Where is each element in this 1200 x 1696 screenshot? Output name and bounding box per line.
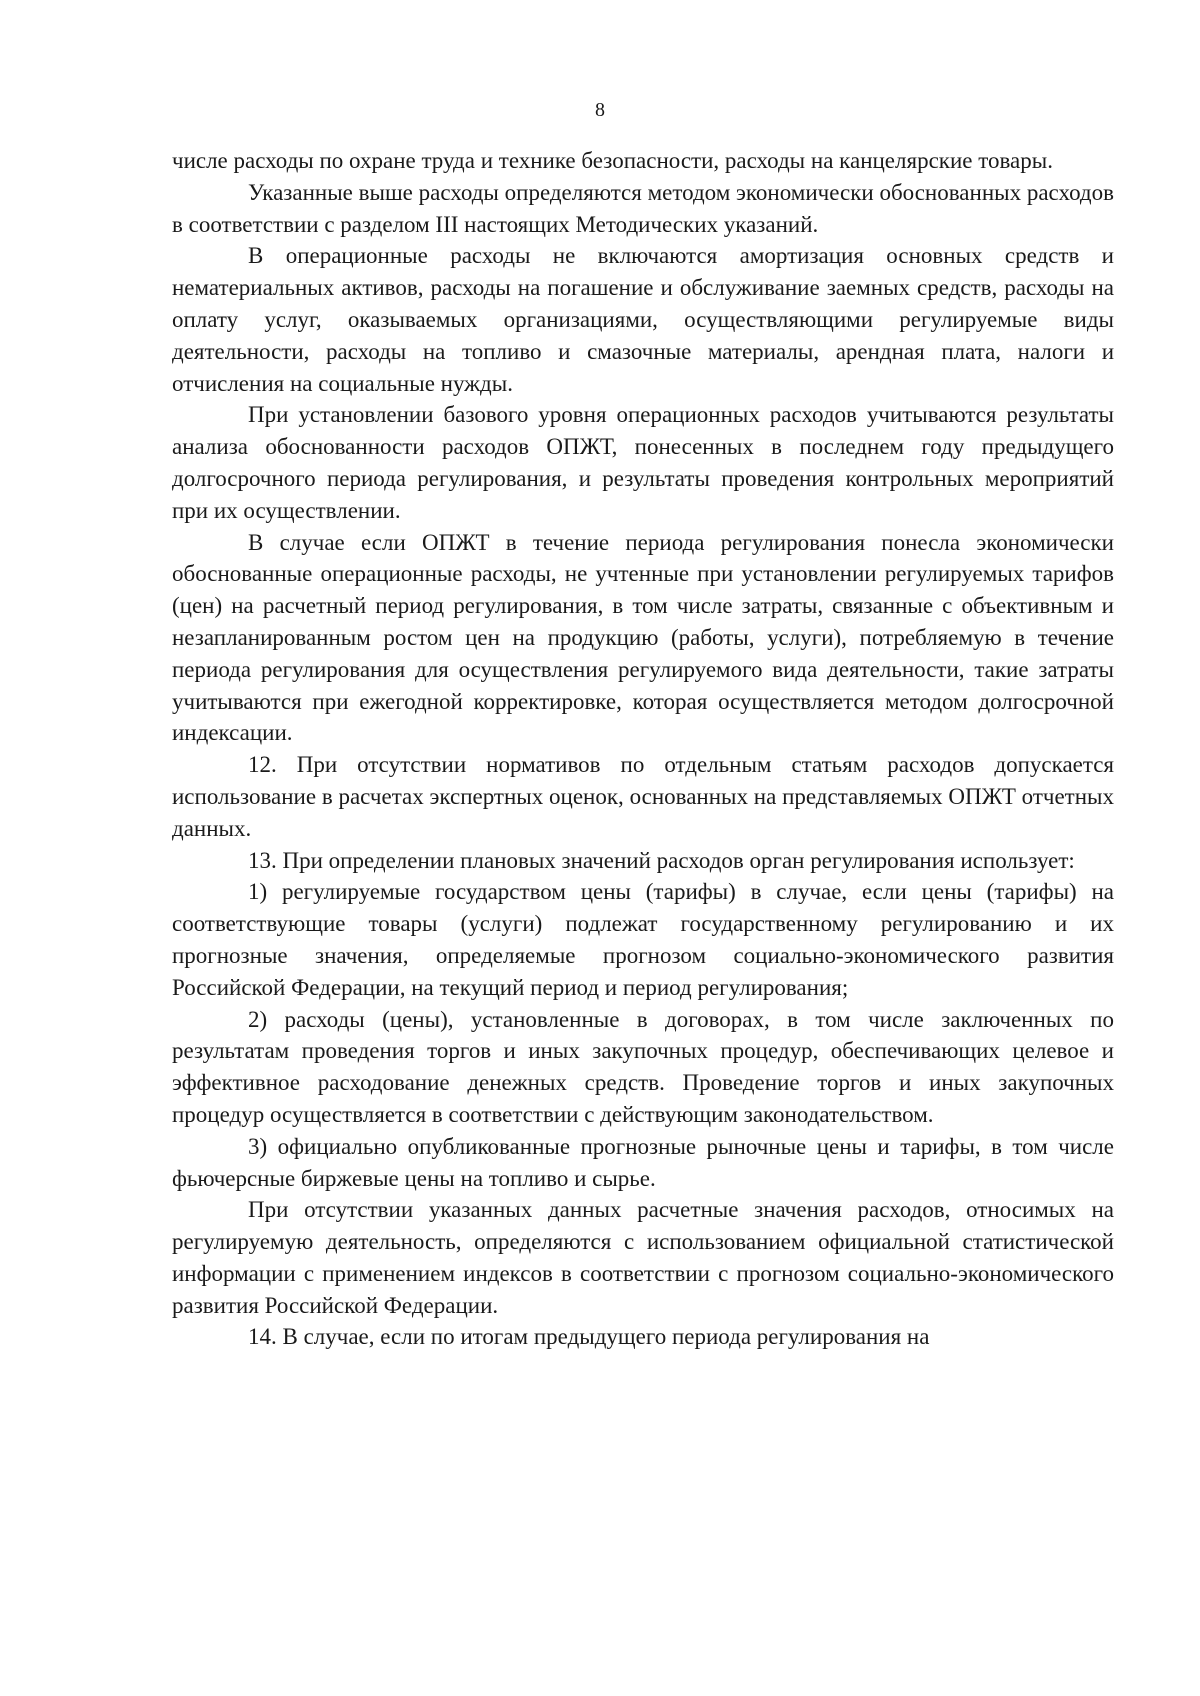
paragraph-item-12: 12. При отсутствии нормативов по отдельным статьям расходов допускается использование в расчетах экспертных оценок, основанных на представляемых ОПЖТ отчетных данных. xyxy=(172,752,1114,841)
paragraph: При отсутствии указанных данных расчетные значения расходов, относимых на регулируемую деятельность, определяются с использованием официальной статистической информации с применением индексов в соответствии с прогнозом социально-экономического развития Российской Федерации. xyxy=(172,1197,1114,1318)
paragraph: При установлении базового уровня операционных расходов учитываются результаты анализа обоснованности расходов ОПЖТ, понесенных в последнем году предыдущего долгосрочного периода регулирования, и результаты проведения контрольных мероприятий при их осуществлении. xyxy=(172,402,1114,523)
paragraph-subitem-3: 3) официально опубликованные прогнозные рыночные цены и тарифы, в том числе фьючерсные биржевые цены на топливо и сырье. xyxy=(172,1133,1114,1191)
paragraph-subitem-1: 1) регулируемые государством цены (тарифы) в случае, если цены (тарифы) на соответствующие товары (услуги) подлежат государственному регулированию и их прогнозные значения, определяемые прогнозом социально-экономического развития Российской Федерации, на текущий период и период регулирования; xyxy=(172,879,1114,1000)
page-number: 8 xyxy=(595,99,605,121)
paragraph-continuation: числе расходы по охране труда и технике безопасности, расходы на канцелярские товары. xyxy=(172,148,1053,173)
paragraph: В случае если ОПЖТ в течение периода регулирования понесла экономически обоснованные операционные расходы, не учтенные при установлении регулируемых тарифов (цен) на расчетный период регулирования, в том числе затраты, связанные с объективным и незапланированным ростом цен на продукцию (работы, услуги), потребляемую в течение периода регулирования для осуществления регулируемого вида деятельности, такие затраты учитываются при ежегодной корректировке, которая осуществляется методом долгосрочной индексации. xyxy=(172,529,1114,746)
paragraph-item-14: 14. В случае, если по итогам предыдущего периода регулирования на xyxy=(248,1324,930,1350)
paragraph-subitem-2: 2) расходы (цены), установленные в договорах, в том числе заключенных по результатам проведения торгов и иных закупочных процедур, обеспечивающих целевое и эффективное расходование денежных средств. Проведение торгов и иных закупочных процедур осуществляется в соответствии с действующим законодательством. xyxy=(172,1006,1114,1127)
paragraph: Указанные выше расходы определяются методом экономически обоснованных расходов в соответствии с разделом III настоящих Методических указаний. xyxy=(172,179,1114,237)
paragraph-item-13: 13. При определении плановых значений расходов орган регулирования использует: xyxy=(248,847,1075,873)
paragraph: В операционные расходы не включаются амортизация основных средств и нематериальных активов, расходы на погашение и обслуживание заемных средств, расходы на оплату услуг, оказываемых организациями, осуществляющими регулируемые виды деятельности, расходы на топливо и смазочные материалы, арендная плата, налоги и отчисления на социальные нужды. xyxy=(172,243,1114,396)
document-body xyxy=(172,145,1114,1353)
